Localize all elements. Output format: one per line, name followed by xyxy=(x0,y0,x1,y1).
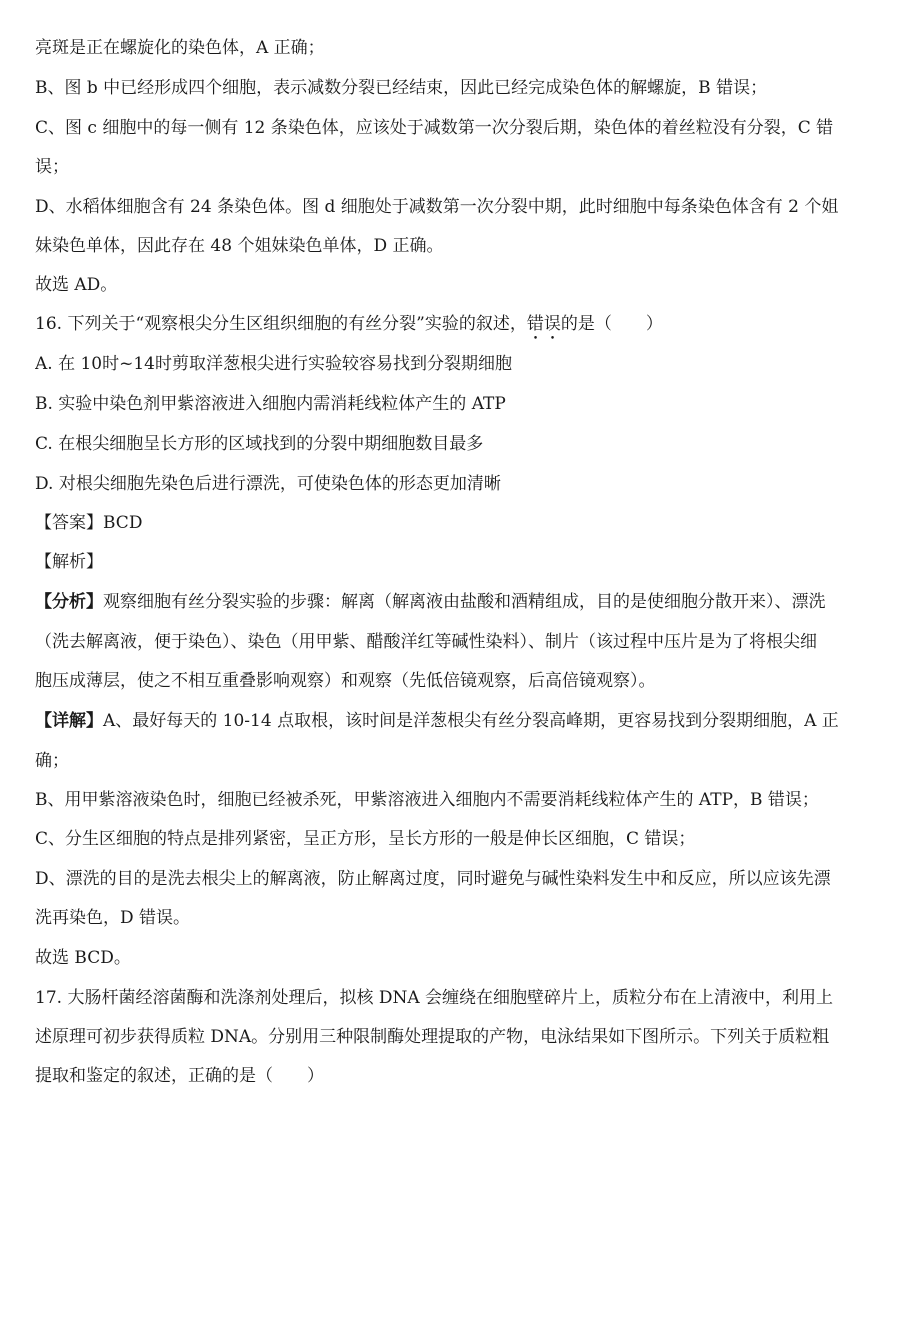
q16-detail-line: D、漂洗的目的是洗去根尖上的解离液，防止解离过度，同时避免与碱性染料发生中和反应，所以应该先漂 xyxy=(35,869,831,889)
q16-stem-emphasis: 错误 xyxy=(526,314,561,334)
q16-detail-line: B、用甲紫溶液染色时，细胞已经被杀死，甲紫溶液进入细胞内不需要消耗线粒体产生的 ATP，B 错误； xyxy=(35,790,819,810)
q17-stem-line: 17. 大肠杆菌经溶菌酶和洗涤剂处理后，拟核 DNA 会缠绕在细胞壁碎片上，质粒分布在上清液中，利用上 xyxy=(35,988,834,1008)
q16-option-c: C. 在根尖细胞呈长方形的区域找到的分裂中期细胞数目最多 xyxy=(35,434,484,454)
q16-option-d: D. 对根尖细胞先染色后进行漂洗，可使染色体的形态更加清晰 xyxy=(35,474,501,494)
q16-analysis-text: 观察细胞有丝分裂实验的步骤：解离（解离液由盐酸和酒精组成，目的是使细胞分散开来）、漂洗 xyxy=(103,592,826,612)
q16-stem xyxy=(35,312,865,344)
q16-detail-line xyxy=(35,709,865,733)
q15-explanation-line: C、图 c 细胞中的每一侧有 12 条染色体，应该处于减数第一次分裂后期，染色体的着丝粒没有分裂，C 错 xyxy=(35,118,834,138)
q15-explanation-line: D、水稻体细胞含有 24 条染色体。图 d 细胞处于减数第一次分裂中期，此时细胞中每条染色体含有 2 个姐 xyxy=(35,197,839,217)
q17-stem-line: 提取和鉴定的叙述，正确的是（ ） xyxy=(35,1066,324,1086)
q16-analysis-label: 【解析】 xyxy=(35,552,103,572)
q16-analysis-line: （洗去解离液，便于染色）、染色（用甲紫、醋酸洋红等碱性染料）、制片（该过程中压片是为了将根尖细 xyxy=(35,632,817,652)
q16-detail-tag: 【详解】 xyxy=(35,711,103,731)
q16-conclusion: 故选 BCD。 xyxy=(35,948,131,968)
q16-stem-suffix: 的是（ ） xyxy=(560,314,663,334)
q16-detail-line: C、分生区细胞的特点是排列紧密，呈正方形，呈长方形的一般是伸长区细胞，C 错误； xyxy=(35,829,696,849)
q15-conclusion: 故选 AD。 xyxy=(35,275,118,295)
q16-analysis-tag: 【分析】 xyxy=(35,592,103,612)
q16-detail-text: A、最好每天的 10-14 点取根，该时间是洋葱根尖有丝分裂高峰期，更容易找到分裂期细胞，A 正 xyxy=(103,711,839,731)
q16-detail-line: 洗再染色，D 错误。 xyxy=(35,908,191,928)
q16-detail-line: 确； xyxy=(35,751,69,771)
q16-answer: 【答案】BCD xyxy=(35,513,143,533)
q15-explanation-line: 亮斑是正在螺旋化的染色体，A 正确； xyxy=(35,38,325,58)
q16-analysis-line xyxy=(35,590,865,614)
q16-option-b: B. 实验中染色剂甲紫溶液进入细胞内需消耗线粒体产生的 ATP xyxy=(35,394,506,414)
q15-explanation-line: 妹染色单体，因此存在 48 个姐妹染色单体，D 正确。 xyxy=(35,236,444,256)
q16-stem-prefix: 16. 下列关于“观察根尖分生区组织细胞的有丝分裂”实验的叙述， xyxy=(35,314,527,334)
q17-stem-line: 述原理可初步获得质粒 DNA。分别用三种限制酶处理提取的产物，电泳结果如下图所示。下列关于质粒粗 xyxy=(35,1027,830,1047)
q16-analysis-line: 胞压成薄层，使之不相互重叠影响观察）和观察（先低倍镜观察，后高倍镜观察）。 xyxy=(35,671,656,691)
q15-explanation-line: 误； xyxy=(35,157,69,177)
q15-explanation-line: B、图 b 中已经形成四个细胞，表示减数分裂已经结束，因此已经完成染色体的解螺旋，B 错误； xyxy=(35,78,768,98)
q16-option-a: A. 在 10时~14时剪取洋葱根尖进行实验较容易找到分裂期细胞 xyxy=(35,354,512,374)
